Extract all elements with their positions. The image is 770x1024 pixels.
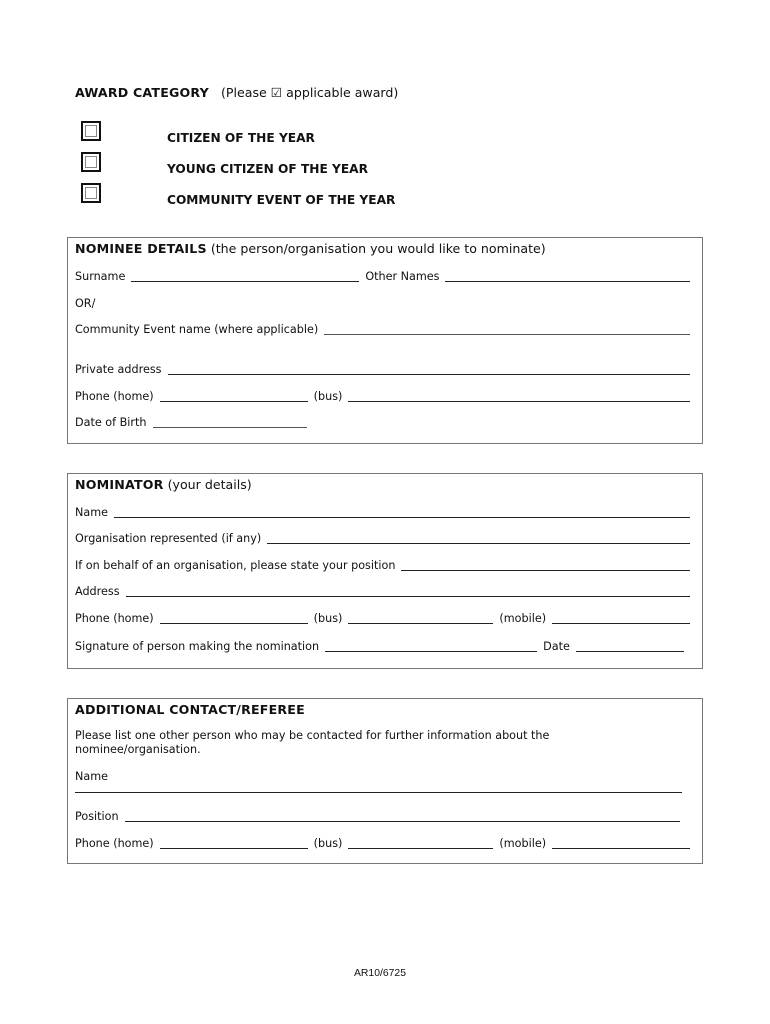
referee-section [67, 698, 703, 864]
referee-heading [75, 702, 305, 717]
nominator-phone-home-label: Phone (home) [75, 612, 154, 625]
position-field[interactable] [401, 570, 690, 571]
organisation-field[interactable] [267, 543, 690, 544]
nominator-name-row [75, 504, 690, 520]
organisation-row [75, 530, 690, 546]
form-code: AR10/6725 [354, 968, 406, 979]
referee-phone-row [75, 835, 690, 851]
nominator-phone-home-field[interactable] [160, 623, 308, 624]
referee-phone-home-field[interactable] [160, 848, 308, 849]
surname-field[interactable] [131, 281, 359, 282]
nominee-details-section [67, 237, 703, 444]
signature-field[interactable] [325, 651, 537, 652]
other-names-label: Other Names [365, 270, 440, 283]
award-category-instruction-pre: (Please [220, 85, 267, 100]
referee-position-row [75, 808, 680, 824]
award-category-title: AWARD CATEGORY [75, 85, 209, 100]
dob-row [75, 414, 690, 430]
referee-phone-mobile-label: (mobile) [499, 837, 547, 850]
nominator-phone-bus-label: (bus) [313, 612, 343, 625]
nominator-phone-bus-field[interactable] [348, 623, 493, 624]
nominee-details-subtitle: (the person/organisation you would like to nominate) [210, 241, 546, 256]
community-event-field[interactable] [324, 334, 690, 335]
private-address-row [75, 361, 690, 377]
referee-phone-bus-field[interactable] [348, 848, 493, 849]
nominator-phone-mobile-label: (mobile) [499, 612, 547, 625]
or-label: OR/ [75, 297, 96, 310]
award-category-header [75, 85, 398, 100]
nominator-subtitle: (your details) [167, 477, 252, 492]
other-names-field[interactable] [445, 281, 690, 282]
nominee-details-heading [75, 241, 546, 256]
referee-position-field[interactable] [125, 821, 680, 822]
community-event-row [75, 321, 690, 337]
position-row [75, 557, 690, 573]
private-address-field[interactable] [168, 374, 690, 375]
surname-row [75, 268, 690, 284]
organisation-label: Organisation represented (if any) [75, 532, 262, 545]
community-event-label: Community Event name (where applicable) [75, 323, 319, 336]
referee-position-label: Position [75, 810, 119, 823]
address-label: Address [75, 585, 120, 598]
nominee-details-title: NOMINEE DETAILS [75, 241, 207, 256]
dob-label: Date of Birth [75, 416, 147, 429]
position-label: If on behalf of an organisation, please state your position [75, 559, 396, 572]
referee-title: ADDITIONAL CONTACT/REFEREE [75, 702, 305, 717]
referee-instruction-line2: nominee/organisation. [75, 743, 201, 756]
young-citizen-of-the-year-label: YOUNG CITIZEN OF THE YEAR [167, 162, 369, 176]
nominator-section [67, 473, 703, 669]
citizen-of-the-year-checkbox[interactable] [81, 121, 101, 141]
nominator-heading [75, 477, 252, 492]
or-row [75, 295, 690, 311]
referee-name-label: Name [75, 770, 109, 783]
referee-instruction-line1: Please list one other person who may be contacted for further information about the [75, 729, 550, 742]
nominee-phone-home-field[interactable] [160, 401, 308, 402]
award-category-instruction-post: applicable award) [286, 85, 399, 100]
nominator-title: NOMINATOR [75, 477, 164, 492]
checkbox-checked-icon: ☑ [270, 85, 283, 100]
referee-phone-bus-label: (bus) [313, 837, 343, 850]
nominator-phone-mobile-field[interactable] [552, 623, 690, 624]
nominee-phone-row [75, 388, 690, 404]
signature-label: Signature of person making the nomination [75, 640, 320, 653]
young-citizen-of-the-year-checkbox[interactable] [81, 152, 101, 172]
private-address-label: Private address [75, 363, 162, 376]
nominee-phone-bus-field[interactable] [348, 401, 690, 402]
referee-instruction [75, 729, 595, 757]
nominee-phone-home-label: Phone (home) [75, 390, 154, 403]
address-row [75, 583, 690, 599]
referee-phone-home-label: Phone (home) [75, 837, 154, 850]
community-event-of-the-year-checkbox[interactable] [81, 183, 101, 203]
dob-field[interactable] [153, 427, 307, 428]
nominator-phone-row [75, 610, 690, 626]
nominator-name-label: Name [75, 506, 109, 519]
signature-row [75, 638, 684, 654]
address-field[interactable] [126, 596, 690, 597]
referee-name-field[interactable] [75, 792, 682, 793]
date-label: Date [543, 640, 570, 653]
community-event-of-the-year-label: COMMUNITY EVENT OF THE YEAR [167, 193, 396, 207]
nominee-phone-bus-label: (bus) [313, 390, 343, 403]
referee-phone-mobile-field[interactable] [552, 848, 690, 849]
citizen-of-the-year-label: CITIZEN OF THE YEAR [167, 131, 315, 145]
referee-name-row [75, 779, 682, 795]
date-field[interactable] [576, 651, 684, 652]
surname-label: Surname [75, 270, 126, 283]
nominator-name-field[interactable] [114, 517, 690, 518]
